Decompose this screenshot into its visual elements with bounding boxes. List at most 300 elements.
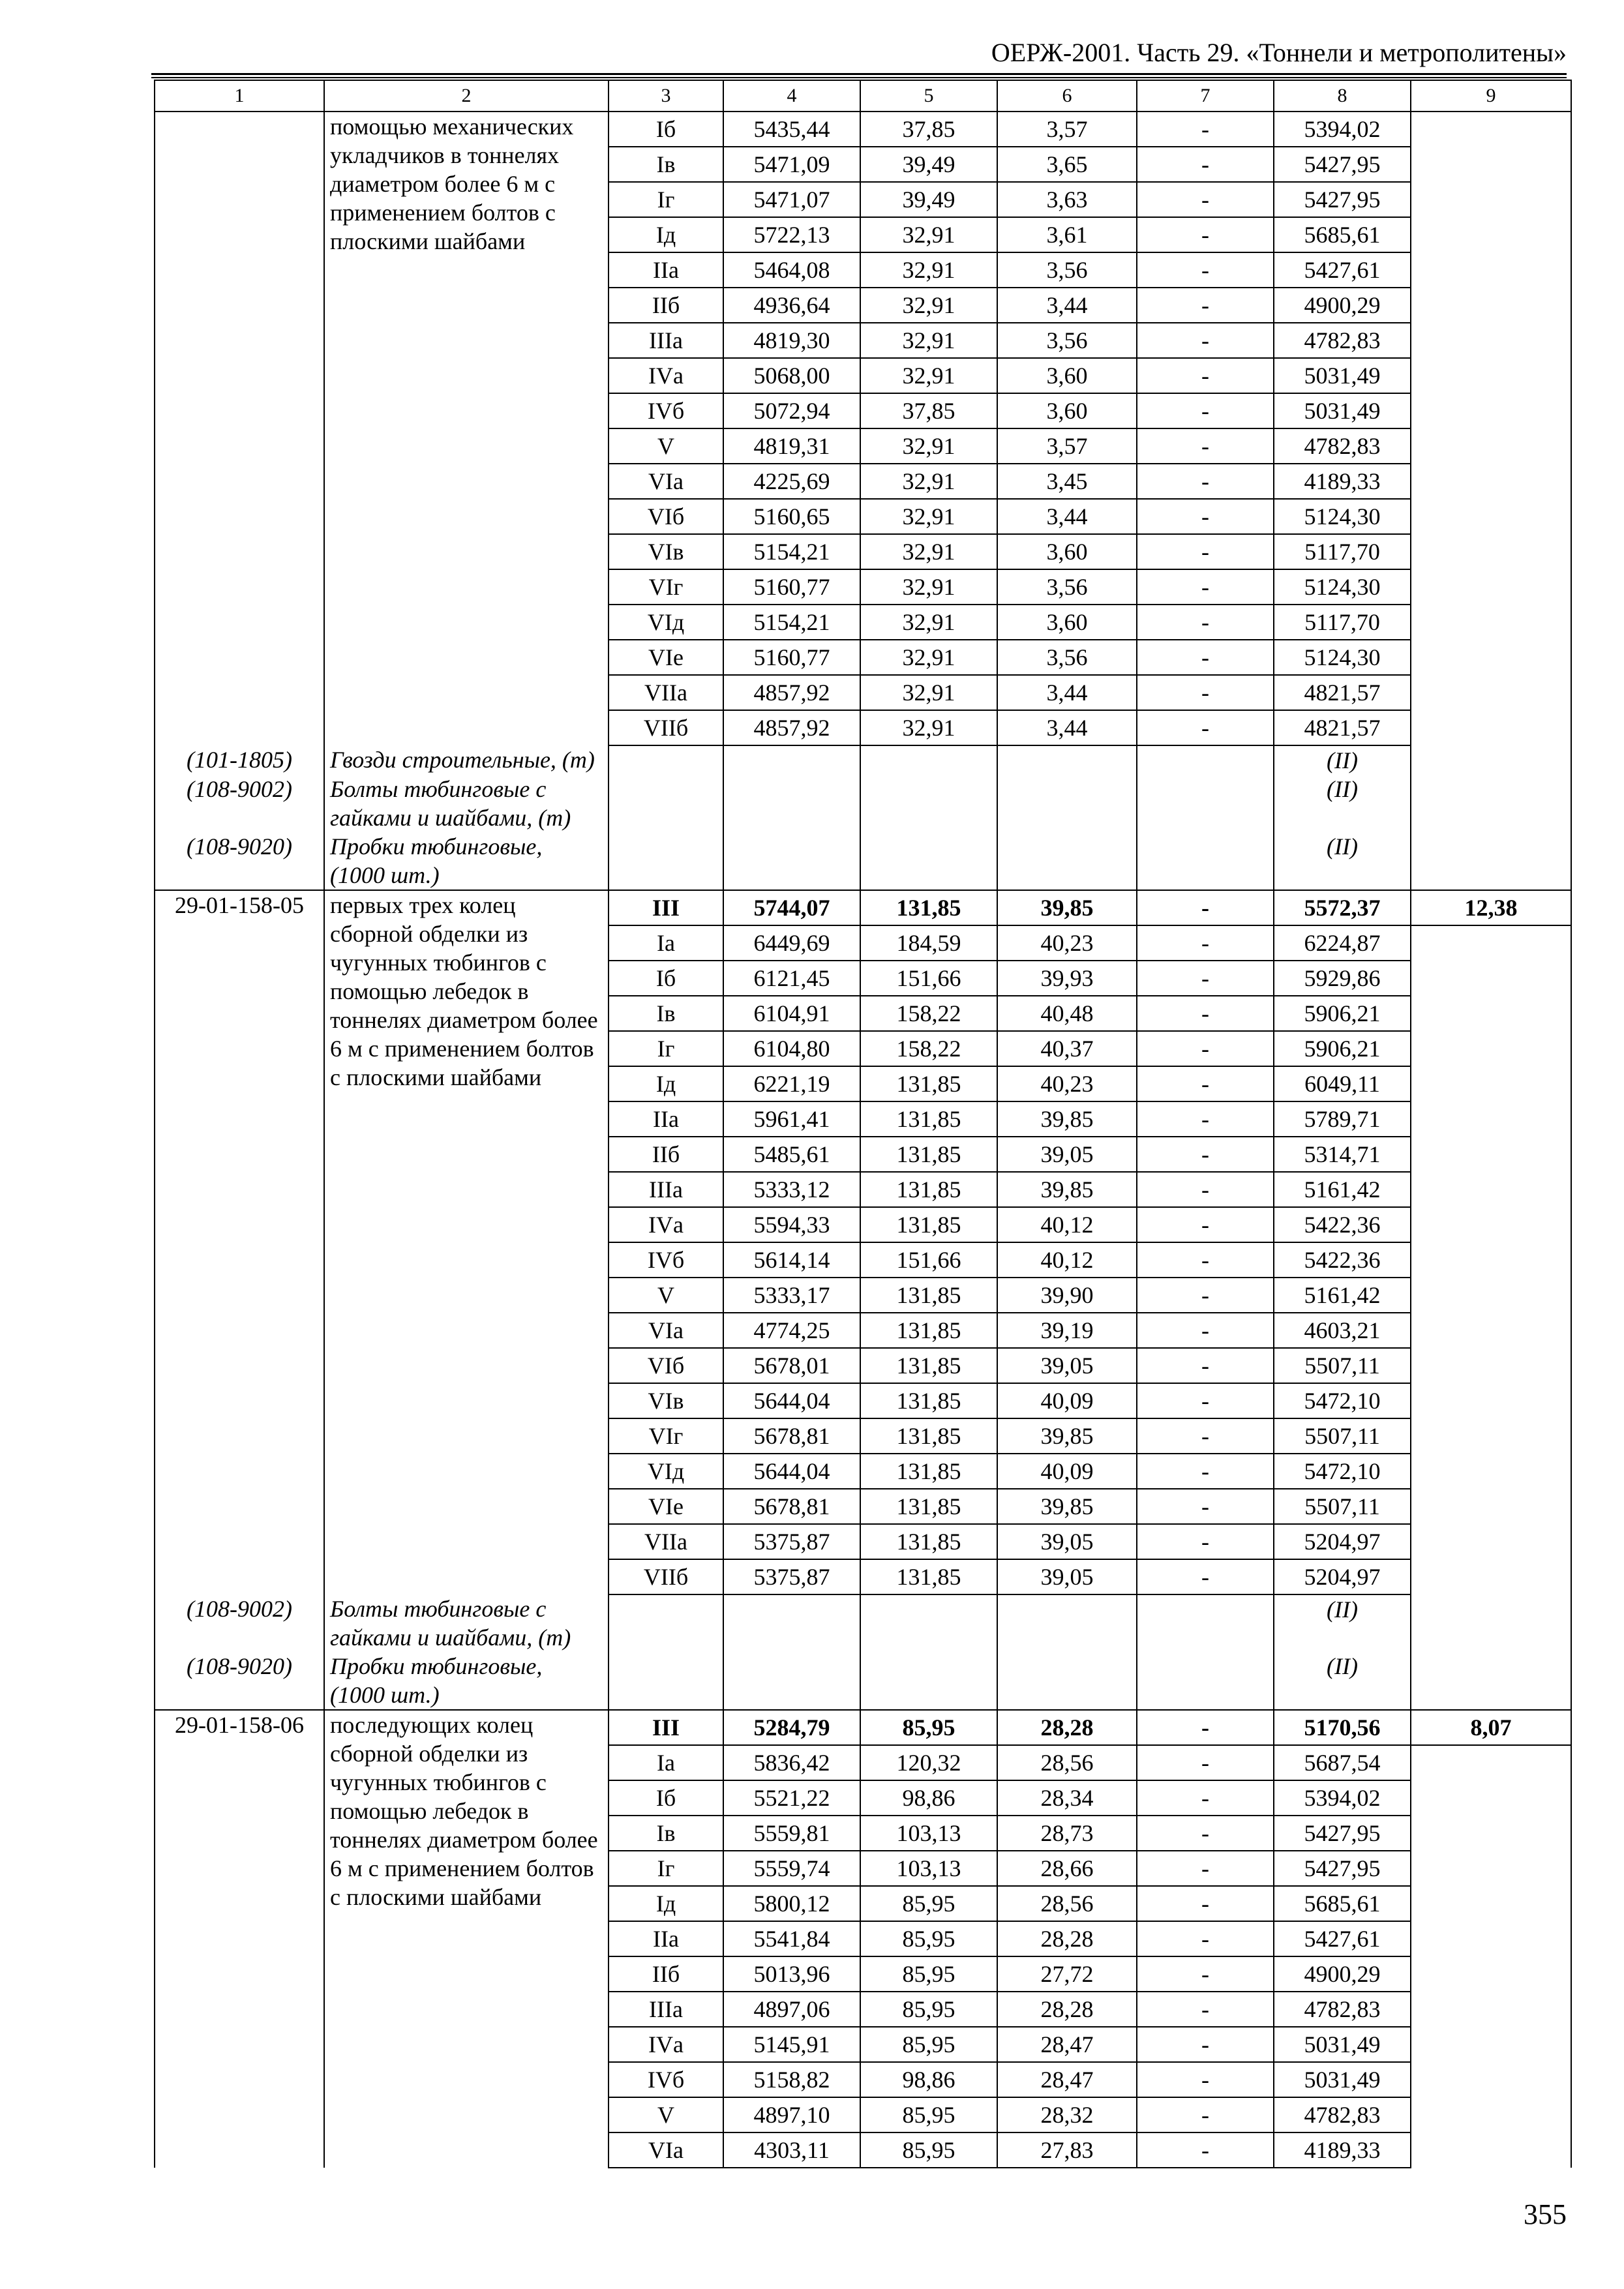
value-cell: -: [1137, 1780, 1274, 1816]
value-cell: 39,49: [860, 182, 997, 217]
value-cell: 85,95: [860, 2132, 997, 2168]
value-cell: 5678,81: [723, 1418, 860, 1454]
value-cell: 5644,04: [723, 1383, 860, 1418]
material-row: [155, 775, 1571, 832]
value-cell: 32,91: [860, 464, 997, 499]
zone-code: IIа: [609, 1921, 723, 1956]
empty-cell: [1137, 832, 1274, 890]
value-cell: 5422,36: [1274, 1207, 1411, 1242]
table-row: [155, 890, 1571, 925]
value-cell: -: [1137, 1172, 1274, 1207]
value-cell: 85,95: [860, 1956, 997, 1992]
value-cell: 5929,86: [1274, 961, 1411, 996]
value-cell: 5375,87: [723, 1524, 860, 1559]
value-cell: 28,73: [997, 1816, 1137, 1851]
material-code: (101-1805): [155, 745, 324, 775]
value-cell: 6224,87: [1274, 925, 1411, 961]
value-cell: 6049,11: [1274, 1066, 1411, 1101]
value-cell: 85,95: [860, 1992, 997, 2027]
value-cell: 120,32: [860, 1745, 997, 1780]
zone-code: III: [609, 1710, 723, 1745]
value-cell: 28,56: [997, 1886, 1137, 1921]
value-cell: 131,85: [860, 1101, 997, 1137]
value-cell: -: [1137, 890, 1274, 925]
value-cell: -: [1137, 393, 1274, 428]
value-cell: 3,57: [997, 428, 1137, 464]
value-cell: 5559,81: [723, 1816, 860, 1851]
value-cell: 5572,37: [1274, 890, 1411, 925]
table-row: [155, 112, 1571, 147]
value-cell: 40,23: [997, 925, 1137, 961]
value-cell: -: [1137, 605, 1274, 640]
value-cell: 131,85: [860, 1207, 997, 1242]
empty-cell: [860, 1652, 997, 1710]
value-cell: -: [1137, 1816, 1274, 1851]
value-cell: 5031,49: [1274, 393, 1411, 428]
page-header-title: ОЕРЖ-2001. Часть 29. «Тоннели и метрополитены»: [991, 38, 1567, 67]
value-cell: 3,60: [997, 358, 1137, 393]
value-cell: 131,85: [860, 1172, 997, 1207]
value-cell: 103,13: [860, 1851, 997, 1886]
value-cell: 5800,12: [723, 1886, 860, 1921]
zone-code: V: [609, 1278, 723, 1313]
value-cell: 5687,54: [1274, 1745, 1411, 1780]
column-number: 8: [1274, 80, 1411, 112]
zone-code: IIа: [609, 252, 723, 288]
rate-description: последующих колец сборной обделки из чугунных тюбингов с помощью лебедок в тоннелях диаметром более 6 м с применением болтов с плоскими шайбами: [324, 1710, 609, 2168]
zone-code: VIг: [609, 1418, 723, 1454]
value-cell: 98,86: [860, 2062, 997, 2097]
value-cell: -: [1137, 323, 1274, 358]
value-cell: 5170,56: [1274, 1710, 1411, 1745]
zone-code: IVб: [609, 393, 723, 428]
zone-code: Iв: [609, 1816, 723, 1851]
value-cell: -: [1137, 1559, 1274, 1594]
value-cell: 5394,02: [1274, 1780, 1411, 1816]
value-cell: 85,95: [860, 2097, 997, 2132]
zone-code: VIа: [609, 2132, 723, 2168]
value-cell: 39,49: [860, 147, 997, 182]
zone-code: Iв: [609, 996, 723, 1031]
value-cell: 6121,45: [723, 961, 860, 996]
zone-code: IVа: [609, 1207, 723, 1242]
value-cell: -: [1137, 1992, 1274, 2027]
value-cell: 32,91: [860, 534, 997, 569]
value-cell: 5160,77: [723, 569, 860, 605]
value-cell: -: [1137, 1066, 1274, 1101]
value-cell: 5013,96: [723, 1956, 860, 1992]
value-cell: 39,85: [997, 1418, 1137, 1454]
value-cell: 40,12: [997, 1242, 1137, 1278]
zone-code: Iг: [609, 182, 723, 217]
value-cell: 5154,21: [723, 605, 860, 640]
value-cell: 5685,61: [1274, 1886, 1411, 1921]
rate-code: [155, 112, 324, 745]
value-cell: 4821,57: [1274, 675, 1411, 710]
value-cell: 131,85: [860, 1137, 997, 1172]
value-cell: 32,91: [860, 675, 997, 710]
value-cell: -: [1137, 2097, 1274, 2132]
zone-code: IIIа: [609, 1992, 723, 2027]
material-row: [155, 832, 1571, 890]
value-cell: 85,95: [860, 1710, 997, 1745]
value-cell: 3,60: [997, 605, 1137, 640]
value-cell: 5031,49: [1274, 2062, 1411, 2097]
value-cell: 5333,17: [723, 1278, 860, 1313]
material-mark: (II): [1274, 1652, 1411, 1710]
value-cell: 5117,70: [1274, 534, 1411, 569]
zone-code: IVб: [609, 2062, 723, 2097]
empty-cell: [1411, 832, 1571, 890]
value-cell: 5789,71: [1274, 1101, 1411, 1137]
value-cell: 3,56: [997, 569, 1137, 605]
value-cell: -: [1137, 1278, 1274, 1313]
zone-code: Iд: [609, 1886, 723, 1921]
value-cell: -: [1137, 961, 1274, 996]
value-cell: 3,60: [997, 393, 1137, 428]
value-cell: 98,86: [860, 1780, 997, 1816]
value-cell: 37,85: [860, 393, 997, 428]
zone-code: V: [609, 428, 723, 464]
empty-cell: [1137, 1652, 1274, 1710]
zone-code: IIIа: [609, 1172, 723, 1207]
value-cell: 5124,30: [1274, 569, 1411, 605]
value-cell: 5507,11: [1274, 1348, 1411, 1383]
material-code: (108-9002): [155, 1594, 324, 1652]
value-cell: 32,91: [860, 288, 997, 323]
empty-cell: [1137, 1594, 1274, 1652]
value-cell: 5427,61: [1274, 1921, 1411, 1956]
material-name: Пробки тюбинговые, (1000 шт.): [324, 1652, 609, 1710]
value-cell: 5464,08: [723, 252, 860, 288]
value-cell: -: [1137, 1524, 1274, 1559]
value-cell: 6104,91: [723, 996, 860, 1031]
value-cell: 184,59: [860, 925, 997, 961]
empty-cell: [1411, 1652, 1571, 1710]
value-cell: 32,91: [860, 640, 997, 675]
value-cell: 85,95: [860, 1921, 997, 1956]
zone-code: Iд: [609, 1066, 723, 1101]
value-cell: 40,23: [997, 1066, 1137, 1101]
value-cell: -: [1137, 1745, 1274, 1780]
value-cell: 158,22: [860, 996, 997, 1031]
zone-code: VIIа: [609, 1524, 723, 1559]
empty-cell: [723, 832, 860, 890]
column-number: 3: [609, 80, 723, 112]
value-cell: 5471,07: [723, 182, 860, 217]
value-cell: 5644,04: [723, 1454, 860, 1489]
empty-cell: [723, 745, 860, 775]
value-cell: 85,95: [860, 1886, 997, 1921]
zone-code: VIд: [609, 1454, 723, 1489]
column-number: 5: [860, 80, 997, 112]
zone-code: VIа: [609, 1313, 723, 1348]
value-cell: -: [1137, 1348, 1274, 1383]
value-cell: 4189,33: [1274, 2132, 1411, 2168]
column-number: 2: [324, 80, 609, 112]
value-cell: 40,48: [997, 996, 1137, 1031]
rate-description: первых трех колец сборной обделки из чугунных тюбингов с помощью лебедок в тоннелях диаметром более 6 м с применением болтов с плоскими шайбами: [324, 890, 609, 1594]
material-code: (108-9020): [155, 832, 324, 890]
value-cell: -: [1137, 182, 1274, 217]
zone-code: IVа: [609, 2027, 723, 2062]
material-row: [155, 1652, 1571, 1710]
material-row: [155, 745, 1571, 775]
value-cell: 5161,42: [1274, 1172, 1411, 1207]
value-cell: 5678,01: [723, 1348, 860, 1383]
empty-cell: [860, 832, 997, 890]
zone-code: VIе: [609, 1489, 723, 1524]
header-divider-thin: [151, 77, 1567, 78]
zone-code: Iг: [609, 1851, 723, 1886]
value-cell: 6449,69: [723, 925, 860, 961]
value-cell: 4774,25: [723, 1313, 860, 1348]
zone-code: IIIа: [609, 323, 723, 358]
value-cell: -: [1137, 464, 1274, 499]
value-cell: 32,91: [860, 710, 997, 745]
value-cell: 28,32: [997, 2097, 1137, 2132]
value-cell: 12,38: [1411, 890, 1571, 925]
material-mark: (II): [1274, 775, 1411, 832]
column-number: 1: [155, 80, 324, 112]
value-cell: 5394,02: [1274, 112, 1411, 147]
material-code: (108-9020): [155, 1652, 324, 1710]
value-cell: 5427,95: [1274, 1816, 1411, 1851]
material-code: (108-9002): [155, 775, 324, 832]
value-cell: 4897,10: [723, 2097, 860, 2132]
value-cell: 4897,06: [723, 1992, 860, 2027]
value-cell: 4189,33: [1274, 464, 1411, 499]
empty-cell: [860, 775, 997, 832]
value-cell: 4821,57: [1274, 710, 1411, 745]
value-cell: 5068,00: [723, 358, 860, 393]
rate-code: 29-01-158-06: [155, 1710, 324, 2168]
value-cell: 39,05: [997, 1559, 1137, 1594]
empty-cell: [609, 775, 723, 832]
value-cell: 39,05: [997, 1137, 1137, 1172]
value-cell: 28,28: [997, 1710, 1137, 1745]
empty-cell: [1137, 775, 1274, 832]
value-cell: 5427,95: [1274, 147, 1411, 182]
value-cell: -: [1137, 499, 1274, 534]
value-cell: -: [1137, 1418, 1274, 1454]
value-cell: 5485,61: [723, 1137, 860, 1172]
rate-description: помощью механических укладчиков в тоннелях диаметром более 6 м с применением болтов с плоскими шайбами: [324, 112, 609, 745]
value-cell: -: [1137, 534, 1274, 569]
value-cell: -: [1137, 2132, 1274, 2168]
empty-cell: [609, 832, 723, 890]
value-cell: 28,56: [997, 1745, 1137, 1780]
page-number: 355: [1524, 2198, 1567, 2230]
value-cell: 3,65: [997, 147, 1137, 182]
value-cell: -: [1137, 1489, 1274, 1524]
value-cell: -: [1137, 925, 1274, 961]
value-cell: 4900,29: [1274, 288, 1411, 323]
value-cell: 5471,09: [723, 147, 860, 182]
empty-cell: [997, 1594, 1137, 1652]
value-cell: 39,85: [997, 1489, 1137, 1524]
value-cell: 131,85: [860, 1066, 997, 1101]
value-cell: -: [1137, 675, 1274, 710]
value-cell: 131,85: [860, 1313, 997, 1348]
zone-code: IIб: [609, 288, 723, 323]
value-cell: 6104,80: [723, 1031, 860, 1066]
value-cell: 4936,64: [723, 288, 860, 323]
zone-code: IIб: [609, 1137, 723, 1172]
empty-cell: [723, 1594, 860, 1652]
material-name: Болты тюбинговые с гайками и шайбами, (т): [324, 1594, 609, 1652]
value-cell: -: [1137, 710, 1274, 745]
value-cell: 4603,21: [1274, 1313, 1411, 1348]
value-cell: 3,44: [997, 675, 1137, 710]
value-cell: 3,63: [997, 182, 1137, 217]
empty-cell: [860, 1594, 997, 1652]
table-row: [155, 1710, 1571, 1745]
empty-cell: [1411, 925, 1571, 1594]
zone-code: VIг: [609, 569, 723, 605]
value-cell: 5427,95: [1274, 1851, 1411, 1886]
value-cell: -: [1137, 1921, 1274, 1956]
value-cell: 131,85: [860, 1524, 997, 1559]
value-cell: -: [1137, 640, 1274, 675]
column-number: 9: [1411, 80, 1571, 112]
empty-cell: [1411, 745, 1571, 775]
value-cell: -: [1137, 1031, 1274, 1066]
empty-cell: [997, 745, 1137, 775]
value-cell: 5594,33: [723, 1207, 860, 1242]
value-cell: 4782,83: [1274, 2097, 1411, 2132]
value-cell: 151,66: [860, 1242, 997, 1278]
value-cell: 39,85: [997, 1172, 1137, 1207]
value-cell: -: [1137, 1137, 1274, 1172]
value-cell: 27,83: [997, 2132, 1137, 2168]
value-cell: 3,44: [997, 288, 1137, 323]
zone-code: VIв: [609, 534, 723, 569]
value-cell: -: [1137, 252, 1274, 288]
value-cell: 3,56: [997, 640, 1137, 675]
value-cell: -: [1137, 288, 1274, 323]
value-cell: 5161,42: [1274, 1278, 1411, 1313]
rates-table: [154, 80, 1572, 2168]
value-cell: 131,85: [860, 1418, 997, 1454]
zone-code: Iб: [609, 961, 723, 996]
value-cell: -: [1137, 2027, 1274, 2062]
value-cell: 32,91: [860, 428, 997, 464]
value-cell: 40,12: [997, 1207, 1137, 1242]
zone-code: Iб: [609, 1780, 723, 1816]
value-cell: 39,85: [997, 1101, 1137, 1137]
zone-code: Iб: [609, 112, 723, 147]
value-cell: 39,90: [997, 1278, 1137, 1313]
value-cell: 32,91: [860, 358, 997, 393]
value-cell: 5314,71: [1274, 1137, 1411, 1172]
value-cell: -: [1137, 1207, 1274, 1242]
value-cell: -: [1137, 1101, 1274, 1137]
material-name: Болты тюбинговые с гайками и шайбами, (т): [324, 775, 609, 832]
value-cell: -: [1137, 1710, 1274, 1745]
material-name: Гвозди строительные, (т): [324, 745, 609, 775]
zone-code: Iа: [609, 925, 723, 961]
empty-cell: [723, 775, 860, 832]
value-cell: 5836,42: [723, 1745, 860, 1780]
zone-code: VIIб: [609, 1559, 723, 1594]
value-cell: 5906,21: [1274, 996, 1411, 1031]
column-number-row: [155, 80, 1571, 112]
value-cell: 39,05: [997, 1348, 1137, 1383]
empty-cell: [997, 1652, 1137, 1710]
value-cell: 3,45: [997, 464, 1137, 499]
value-cell: 4857,92: [723, 710, 860, 745]
value-cell: 4819,31: [723, 428, 860, 464]
value-cell: -: [1137, 2062, 1274, 2097]
empty-cell: [609, 1652, 723, 1710]
value-cell: 5472,10: [1274, 1383, 1411, 1418]
value-cell: 27,72: [997, 1956, 1137, 1992]
value-cell: 37,85: [860, 112, 997, 147]
value-cell: 131,85: [860, 1278, 997, 1313]
value-cell: 5541,84: [723, 1921, 860, 1956]
value-cell: -: [1137, 996, 1274, 1031]
zone-code: IIб: [609, 1956, 723, 1992]
value-cell: 4857,92: [723, 675, 860, 710]
value-cell: 5158,82: [723, 2062, 860, 2097]
value-cell: 28,34: [997, 1780, 1137, 1816]
value-cell: 131,85: [860, 1559, 997, 1594]
value-cell: 5559,74: [723, 1851, 860, 1886]
zone-code: IVб: [609, 1242, 723, 1278]
value-cell: -: [1137, 147, 1274, 182]
value-cell: 3,61: [997, 217, 1137, 252]
value-cell: -: [1137, 1313, 1274, 1348]
value-cell: 5124,30: [1274, 640, 1411, 675]
value-cell: -: [1137, 112, 1274, 147]
empty-cell: [609, 1594, 723, 1652]
value-cell: 4782,83: [1274, 323, 1411, 358]
value-cell: 5906,21: [1274, 1031, 1411, 1066]
value-cell: 158,22: [860, 1031, 997, 1066]
zone-code: Iд: [609, 217, 723, 252]
material-mark: (II): [1274, 745, 1411, 775]
value-cell: 131,85: [860, 890, 997, 925]
value-cell: 151,66: [860, 961, 997, 996]
value-cell: 5375,87: [723, 1559, 860, 1594]
value-cell: -: [1137, 358, 1274, 393]
value-cell: 131,85: [860, 1454, 997, 1489]
value-cell: 28,47: [997, 2062, 1137, 2097]
value-cell: 39,05: [997, 1524, 1137, 1559]
zone-code: Iв: [609, 147, 723, 182]
value-cell: 3,60: [997, 534, 1137, 569]
value-cell: -: [1137, 569, 1274, 605]
value-cell: 5472,10: [1274, 1454, 1411, 1489]
empty-cell: [997, 775, 1137, 832]
value-cell: -: [1137, 1383, 1274, 1418]
value-cell: -: [1137, 1242, 1274, 1278]
zone-code: VIб: [609, 499, 723, 534]
value-cell: -: [1137, 1956, 1274, 1992]
value-cell: 5145,91: [723, 2027, 860, 2062]
value-cell: 5507,11: [1274, 1489, 1411, 1524]
empty-cell: [1411, 112, 1571, 745]
zone-code: V: [609, 2097, 723, 2132]
value-cell: 3,56: [997, 252, 1137, 288]
value-cell: 32,91: [860, 499, 997, 534]
value-cell: -: [1137, 1886, 1274, 1921]
material-name: Пробки тюбинговые, (1000 шт.): [324, 832, 609, 890]
value-cell: 32,91: [860, 252, 997, 288]
value-cell: 5614,14: [723, 1242, 860, 1278]
value-cell: 5435,44: [723, 112, 860, 147]
